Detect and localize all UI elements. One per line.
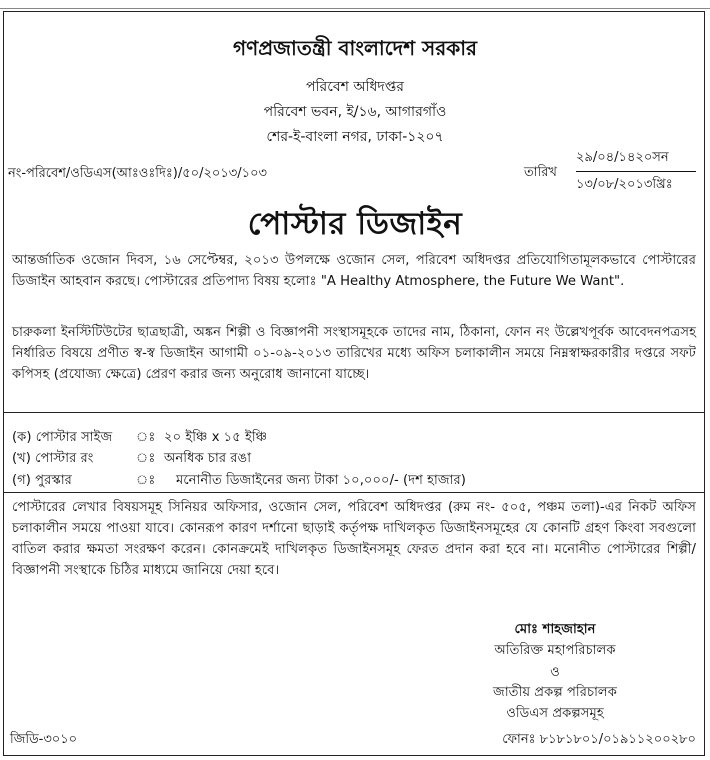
spec-value: অনধিক চার রঙা bbox=[164, 451, 252, 466]
address-line-2: শের-ই-বাংলা নগর, ঢাকা-১২০৭ bbox=[266, 129, 444, 145]
spec-separator: ঃ bbox=[136, 430, 156, 445]
spec-value: ২০ ইঞ্চি x ১৫ ইঞ্চি bbox=[164, 430, 268, 445]
paragraph-intro: আন্তর্জাতিক ওজোন দিবস, ১৬ সেপ্টেম্বর, ২০১৩ উপলক্ষে ওজোন সেল, পরিবেশ অধিদপ্তর প্রতিযোগিতামূলকভাবে পোস্টারের ডিজাইন আহবান করছে। পোস্টারের প্রতিপাদ্য বিষয় হলোঃ "A Healthy Atmosphere, the Future We Want". bbox=[12, 253, 696, 289]
spec-label: (গ) পুরস্কার bbox=[12, 473, 72, 488]
government-title: গণপ্রজাতন্ত্রী বাংলাদেশ সরকার bbox=[233, 36, 477, 60]
paragraph-instructions: চারুকলা ইনস্টিটিউটের ছাত্রছাত্রী, অঙ্কন শিল্পী ও বিজ্ঞাপনী সংস্থাসমূহকে তাদের নাম, ঠিকানা, ফোন নং উল্লেখপূর্বক আবেদনপত্রসহ নির্ধারিত বিষয়ে প্রণীত স্ব-স্ব ডিজাইন আগামী ০১-০৯-২০১৩ তারিখের মধ্যে অফিস চলাকালীন সময়ে নিম্নস্বাক্ষরকারীর দপ্তরে সফট কপিসহ (প্রযোজ্য ক্ষেত্রে) প্রেরণ করার জন্য অনুরোধ জানানো যাচ্ছে। bbox=[12, 325, 697, 382]
department-name: পরিবেশ অধিদপ্তর bbox=[306, 79, 404, 95]
spec-value: মনোনীত ডিজাইনের জন্য টাকা ১০,০০০/- (দশ হাজার) bbox=[176, 473, 466, 488]
signatory-and: ও bbox=[550, 665, 560, 680]
notice-heading: পোস্টার ডিজাইন bbox=[247, 206, 463, 242]
signatory-project: ওডিএস প্রকল্পসমূহ bbox=[506, 706, 604, 721]
phone-number: ফোনঃ ৮১৮১৮০১/০১৯১১২০০২৮০ bbox=[502, 732, 696, 747]
spec-separator: ঃ bbox=[136, 473, 156, 488]
signatory-title-2: জাতীয় প্রকল্প পরিচালক bbox=[493, 685, 617, 700]
address-line-1: পরিবেশ ভবন, ই/১৬, আগারগাঁও bbox=[263, 104, 447, 120]
date-english: ১৩/০৮/২০১৩খ্রিঃ bbox=[576, 177, 673, 192]
paragraph-terms: পোস্টারের লেখার বিষয়সমূহ সিনিয়র অফিসার, ওজোন সেল, পরিবেশ অধিদপ্তর (রুম নং- ৫০৫, পঞ্চম তলা)-এর নিকট অফিস চলাকালীন সময়ে পাওয়া যাবে। কোনরূপ কারণ দর্শানো ছাড়াই কর্তৃপক্ষ দাখিলকৃত ডিজাইনসমূহের যে কোনটি গ্রহণ কিংবা সবগুলো বাতিল করার ক্ষমতা সংরক্ষণ করেন। কোনক্রমেই দাখিলকৃত ডিজাইনসমূহ ফেরত প্রদান করা হবে না। মনোনীত পোস্টারের শিল্পী/বিজ্ঞাপনী সংস্থাকে চিঠির মাধ্যমে জানিয়ে দেয়া হবে। bbox=[12, 500, 696, 578]
date-block bbox=[576, 148, 696, 196]
spec-item-prize bbox=[12, 470, 466, 492]
date-bangla: ২৯/০৪/১৪২০সন bbox=[576, 148, 696, 172]
signatory-title-1: অতিরিক্ত মহাপরিচালক bbox=[494, 643, 616, 658]
divider-top bbox=[3, 412, 705, 413]
spec-separator: ঃ bbox=[136, 451, 156, 466]
signatory-name: মোঃ শাহজাহান bbox=[514, 622, 596, 637]
divider-bottom bbox=[3, 492, 705, 493]
memo-number: নং-পরিবেশ/ওডিএস(আঃওঃদিঃ)/৫০/২০১৩/১০৩ bbox=[8, 166, 267, 181]
gd-code: জিডি-৩০১০ bbox=[10, 732, 78, 747]
spec-label: (ক) পোস্টার সাইজ bbox=[12, 430, 113, 445]
date-label: তারিখ bbox=[524, 165, 557, 180]
spec-item-size bbox=[12, 427, 267, 449]
spec-item-color bbox=[12, 448, 251, 470]
spec-label: (খ) পোস্টার রং bbox=[12, 451, 94, 466]
top-border bbox=[0, 0, 710, 9]
